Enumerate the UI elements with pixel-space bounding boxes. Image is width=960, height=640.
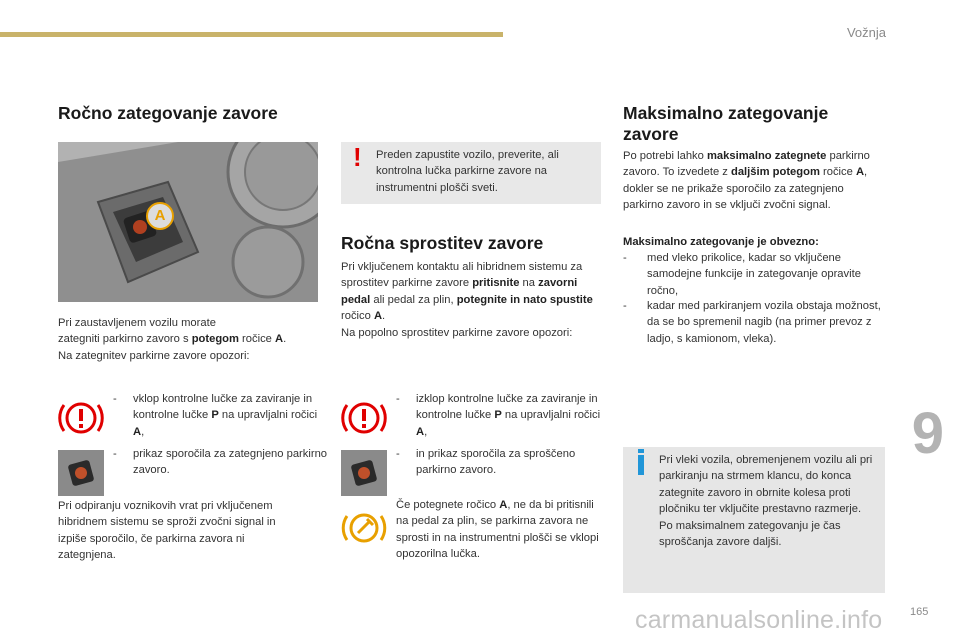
brake-warning-icon — [58, 395, 104, 441]
left-title: Ročno zategovanje zavore — [58, 103, 278, 123]
warning-text: Preden zapustite vozilo, preverite, ali kontrolna lučka parkirne zavore na instrumentni plošči sveti. — [376, 149, 559, 194]
brake-malfunction-icon — [341, 505, 387, 551]
console-illustration — [58, 142, 318, 302]
lever-a-callout: A — [146, 202, 174, 230]
info-text-1: Pri vleki vozila, obremenjenem vozilu ali pri parkiranju na strmem klancu, do konca zategnite zavoro in obrnite kolesa proti pločniku ter vključite prestavno razmerje. — [659, 454, 873, 516]
middle-intro: Pri vključenem kontaktu ali hibridnem sistemu za sprostitev parkirne zavore pritisnite na zavorni pedal ali pedal za plin, potegnite in nato spustite ročico A. Na popolno sprostitev parkirne zavore opozori: — [341, 261, 593, 339]
left-outro: Pri odpiranju voznikovih vrat pri vključenem hibridnem sistemu se sproži zvočni signal in izpiše sporočilo, če parkirna zavora ni zategnjena. — [58, 500, 276, 562]
right-title: Maksimalno zategovanje zavore — [623, 103, 829, 144]
chapter-number: 9 — [911, 401, 944, 466]
brake-lever-icon-release — [341, 450, 387, 496]
parking-brake-photo — [58, 142, 318, 302]
warning-icon: ! — [353, 142, 362, 172]
header-accent-bar — [0, 32, 503, 37]
right-intro: Po potrebi lahko maksimalno zategnete parkirno zavoro. To izvedete z daljšim potegom ročice A, dokler se ne prikaže sporočilo za zategnjeno parkirno zavoro in se vključi zvočni signal. — [623, 150, 870, 212]
middle-outro: Če potegnete ročico A, ne da bi pritisnili na pedal za plin, se parkirna zavora ne sprosti in na instrumentni plošči se vklopi opozorilna lučka. — [396, 499, 599, 561]
page-number: 165 — [910, 606, 929, 618]
watermark: carmanualsonline.info — [635, 606, 883, 634]
left-intro: Pri zaustavljenem vozilu morate zategniti parkirno zavoro s potegom ročice A. Na zategnitev parkirne zavore opozori: — [58, 317, 287, 362]
info-box — [623, 447, 885, 593]
info-icon-dot — [638, 449, 644, 453]
info-icon — [638, 455, 644, 475]
section-name: Vožnja — [846, 25, 886, 40]
brake-warning-icon-release — [341, 395, 387, 441]
warning-box — [341, 142, 601, 204]
info-text-2: Po maksimalnem zategovanju je čas sproščanja zavore daljši. — [659, 519, 841, 549]
middle-title: Ročna sprostitev zavore — [341, 233, 544, 253]
right-subtitle: Maksimalno zategovanje je obvezno: — [623, 236, 819, 248]
brake-lever-icon — [58, 450, 104, 496]
